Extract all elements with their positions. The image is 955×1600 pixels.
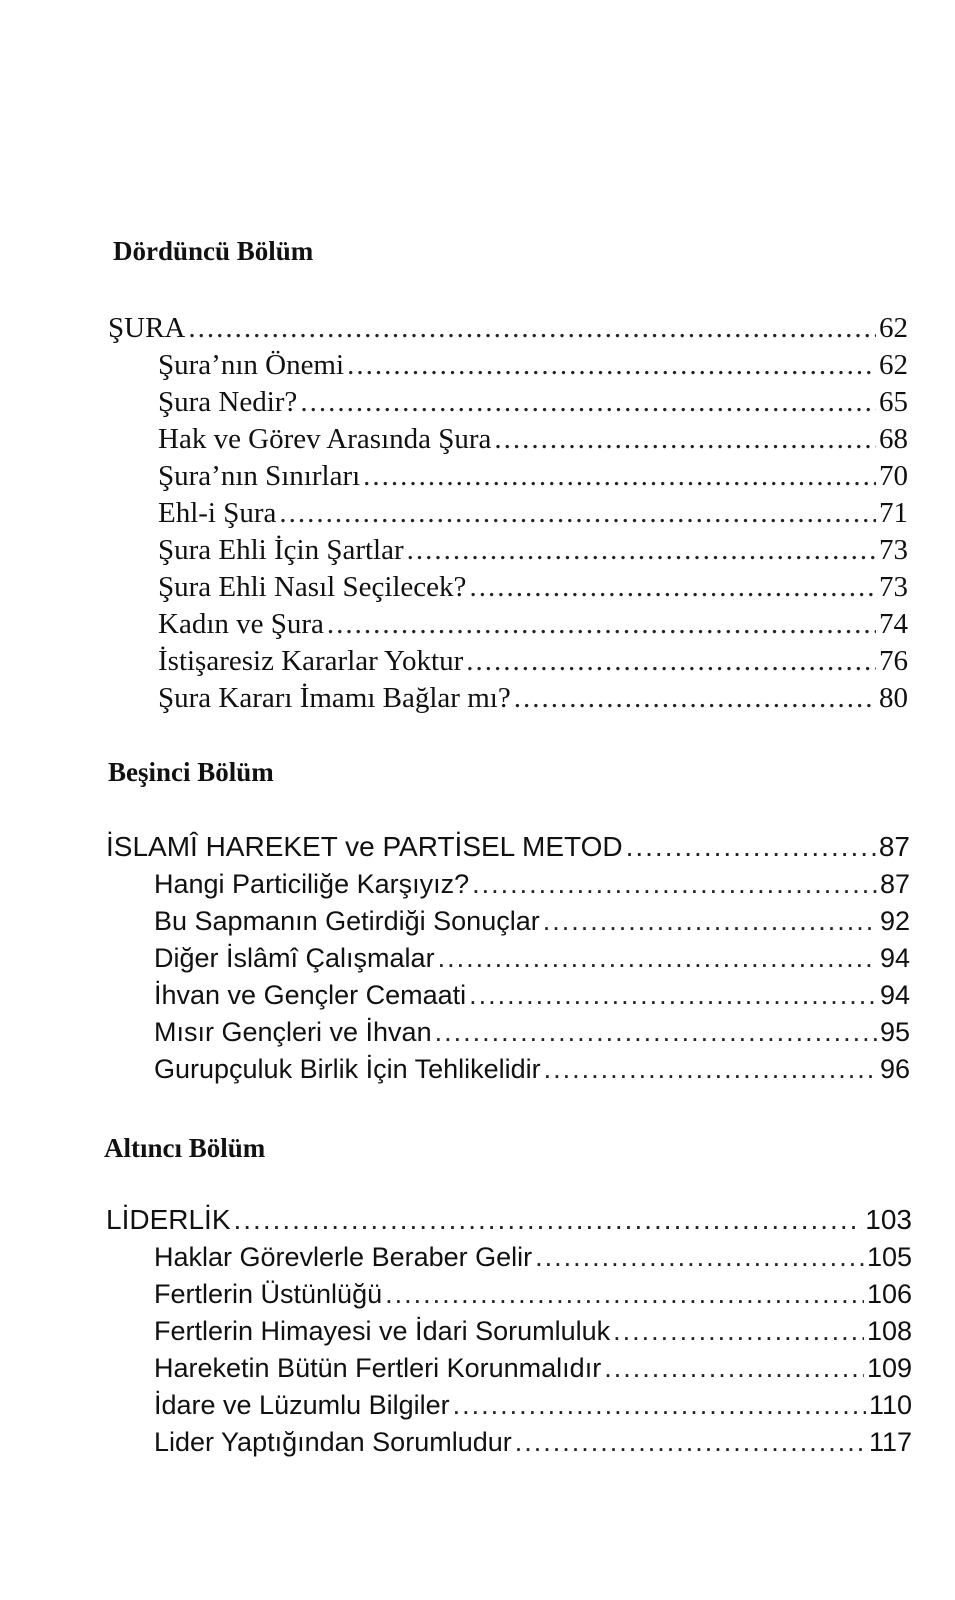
toc-entry	[154, 977, 910, 1013]
toc-entry-title: Fertlerin Himayesi ve İdari Sorumluluk	[154, 1316, 611, 1346]
toc-entry-title: Bu Sapmanın Getirdiği Sonuçlar	[154, 906, 540, 936]
leader-dots	[188, 310, 876, 346]
toc-entry-title: Hareketin Bütün Fertleri Korunmalıdır	[154, 1353, 602, 1383]
toc-entry-page: 71	[879, 497, 908, 529]
leader-dots	[469, 569, 876, 605]
toc-entry-page: 65	[879, 386, 908, 418]
toc-entry-page: 80	[879, 682, 908, 714]
section-heading: Dördüncü Bölüm	[113, 236, 314, 266]
toc-entry-title: Şura Nedir?	[158, 386, 298, 418]
leader-dots	[435, 1014, 877, 1050]
toc-entry-page: 87	[878, 831, 910, 862]
toc-entry	[154, 1424, 912, 1460]
leader-dots	[613, 1313, 864, 1349]
leader-dots	[535, 1239, 864, 1275]
leader-dots	[466, 643, 876, 679]
toc-entry	[154, 1276, 912, 1312]
leader-dots	[347, 347, 876, 383]
leader-dots	[453, 1387, 866, 1423]
toc-entry-title: Haklar Görevlerle Beraber Gelir	[154, 1242, 533, 1272]
toc-entry	[158, 347, 908, 383]
leader-dots	[327, 606, 876, 642]
toc-entry-title: Şura’nın Önemi	[158, 349, 345, 381]
leader-dots	[300, 384, 876, 420]
toc-entry-title: İSLAMÎ HAREKET ve PARTİSEL METOD	[106, 831, 623, 862]
toc-entry-title: LİDERLİK	[106, 1204, 231, 1235]
toc-entry	[158, 384, 908, 420]
toc-entry	[154, 1051, 910, 1087]
toc-entry	[154, 940, 910, 976]
toc-entry	[154, 1387, 912, 1423]
section-heading: Beşinci Bölüm	[108, 757, 274, 787]
leader-dots	[543, 903, 877, 939]
toc-entry-title: Hangi Particiliğe Karşıyız?	[154, 869, 470, 899]
leader-dots	[626, 829, 876, 865]
toc-entry-page: 117	[868, 1427, 912, 1457]
leader-dots	[604, 1350, 864, 1386]
leader-dots	[472, 866, 877, 902]
toc-entry	[154, 1239, 912, 1275]
toc-entry-title: Gurupçuluk Birlik İçin Tehlikelidir	[154, 1054, 541, 1084]
toc-entry-page: 73	[879, 571, 908, 603]
section-heading: Altıncı Bölüm	[104, 1133, 266, 1163]
toc-entry	[158, 643, 908, 679]
leader-dots	[407, 532, 876, 568]
toc-entry	[154, 903, 910, 939]
toc-entry	[158, 680, 908, 716]
leader-dots	[544, 1051, 877, 1087]
toc-entry	[158, 532, 908, 568]
leader-dots	[438, 940, 877, 976]
toc-entry-title: Kadın ve Şura	[158, 608, 324, 640]
toc-entry	[158, 569, 908, 605]
toc-entry-title: Fertlerin Üstünlüğü	[154, 1279, 383, 1309]
toc-entry-title: İdare ve Lüzumlu Bilgiler	[154, 1390, 450, 1420]
toc-entry-page: 62	[879, 312, 908, 344]
toc-entry-page: 70	[879, 460, 908, 492]
leader-dots	[494, 421, 876, 457]
toc-entry-page: 96	[879, 1054, 910, 1084]
toc-entry-title: İhvan ve Gençler Cemaati	[154, 980, 467, 1010]
leader-dots	[385, 1276, 864, 1312]
leader-dots	[363, 458, 876, 494]
toc-entry-page: 68	[879, 423, 908, 455]
toc-entry-page: 76	[879, 645, 908, 677]
toc-entry	[158, 421, 908, 457]
toc-entry-page: 73	[879, 534, 908, 566]
toc-entry	[154, 1350, 912, 1386]
toc-entry-page: 106	[866, 1279, 912, 1309]
toc-entry-title: Lider Yaptığından Sorumludur	[154, 1427, 512, 1457]
toc-entry	[154, 1014, 910, 1050]
toc-entry-main	[106, 1202, 912, 1238]
toc-entry-page: 95	[879, 1017, 910, 1047]
toc-entry-title: Ehl-i Şura	[158, 497, 277, 529]
leader-dots	[469, 977, 877, 1013]
toc-entry	[158, 495, 908, 531]
toc-entry	[158, 458, 908, 494]
leader-dots	[515, 1424, 866, 1460]
toc-entry-title: İstişaresiz Kararlar Yoktur	[158, 645, 464, 677]
toc-entry-page: 94	[879, 980, 910, 1010]
toc-entry-page: 74	[879, 608, 908, 640]
toc-entry-page: 62	[879, 349, 908, 381]
toc-entry-page: 105	[866, 1242, 912, 1272]
toc-entry-title: Mısır Gençleri ve İhvan	[154, 1017, 432, 1047]
toc-entry-title: Şura’nın Sınırları	[158, 460, 361, 492]
toc-entry-page: 92	[879, 906, 910, 936]
toc-entry-main	[108, 310, 908, 346]
toc-entry-page: 94	[879, 943, 910, 973]
toc-entry-title: Diğer İslâmî Çalışmalar	[154, 943, 435, 973]
toc-entry-page: 110	[868, 1390, 912, 1420]
toc-entry	[158, 606, 908, 642]
toc-entry	[154, 1313, 912, 1349]
leader-dots	[514, 680, 876, 716]
toc-entry-page: 109	[866, 1353, 912, 1383]
toc-entry-title: ŞURA	[108, 312, 186, 344]
toc-entry-title: Şura Ehli Nasıl Seçilecek?	[158, 571, 467, 603]
toc-entry-title: Şura Kararı İmamı Bağlar mı?	[158, 682, 511, 714]
toc-entry-title: Şura Ehli İçin Şartlar	[158, 534, 404, 566]
toc-entry-page: 103	[865, 1204, 912, 1235]
toc-entry-page: 108	[866, 1316, 912, 1346]
toc-entry	[154, 866, 910, 902]
toc-entry-page: 87	[879, 869, 910, 899]
leader-dots	[234, 1202, 863, 1238]
leader-dots	[279, 495, 876, 531]
toc-entry-main	[106, 829, 910, 865]
toc-entry-title: Hak ve Görev Arasında Şura	[158, 423, 492, 455]
